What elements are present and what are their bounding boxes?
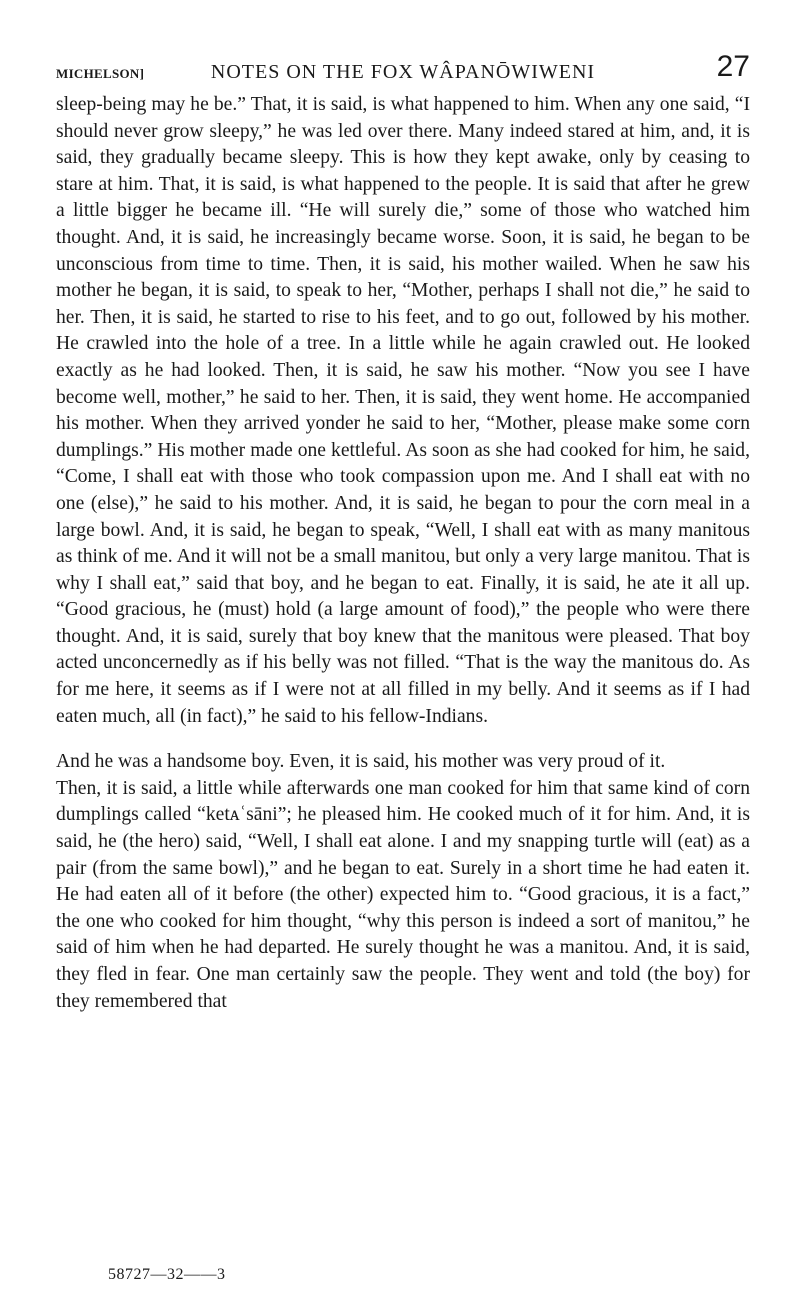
page-number: 27 [716,50,750,83]
paragraph-2: And he was a handsome boy. Even, it is said, his mother was very proud of it. [56,751,666,773]
printer-signature: 58727—32——3 [108,1266,226,1283]
header-title: NOTES ON THE FOX WÂPANŌWIWENI [210,61,596,83]
paragraph-1: sleep-being may he be.” That, it is said, is what happened to him. When any one said, “I should never grow sleepy,” he was led over there. Many indeed stared at him, and, it is said, they gradually became sleepy. This is how they kept awake, only by ceasing to stare at him. That, it is said, is what happened to the people. It is said that after he grew a little bigger he became ill. “He will surely die,” some of those who watched him thought. And, it is said, he increasingly became worse. Soon, it is said, he began to be unconscious from time to time. Then, it is said, his mother wailed. When he saw his mother he began, it is said, to speak to her, “Mother, perhaps I shall not die,” he said to her. Then, it is said, he started to rise to his feet, and to go out, followed by his mother. He crawled into the hole of a tree. In a little while he again crawled out. He looked exactly as he had looked. Then, it is said, he saw his mother. “Now you see I have become well, mother,” he said to her. Then, it is said, they went home. He accompanied his mother. When they arrived yonder he said to her, “Mother, please make some corn dumplings.” His mother made one kettleful. As soon as she had cooked for him, he said, “Come, I shall eat with those who took compassion upon me. And I shall eat with no one (else),” he said to his mother. And, it is said, he began to pour the corn meal in a large bowl. And, it is said, he began to speak, “Well, I shall eat with as many manitous as think of me. And it will not be a small manitou, but only a very large manitou. That is why I shall eat,” said that boy, and he began to eat. Finally, it is said, he ate it all up. “Good gracious, he (must) hold (a large amount of food),” the people who were there thought. And, it is said, surely that boy knew that the manitous were pleased. That boy acted unconcernedly as if his belly was not filled. “That is the way the manitous do. As for me here, it seems as if I were not at all filled in my belly. And it seems as if I had eaten much, all (in fact),” he said to his fellow-Indians. [56,94,750,727]
paragraph-3: Then, it is said, a little while afterwards one man cooked for him that same kind of corn dumplings called “ketᴀʿsāni”; he pleased him. He cooked much of it for him. And, it is said, he (the hero) said, “Well, I shall eat alone. I and my snapping turtle will (eat) as a pair (from the same bowl),” and he began to eat. Surely in a short time he had eaten it. He had eaten all of it before (the other) expected him to. “Good gracious, it is a fact,” the one who cooked for him thought, “why this person is indeed a sort of manitou,” he said of him when he had departed. He surely thought he was a manitou. And, it is said, they fled in fear. One man certainly saw the people. They went and told (the boy) for they remembered that [56,777,750,1012]
body-text [56,92,750,1015]
running-header [56,50,750,90]
header-author: MICHELSON] [56,66,145,81]
